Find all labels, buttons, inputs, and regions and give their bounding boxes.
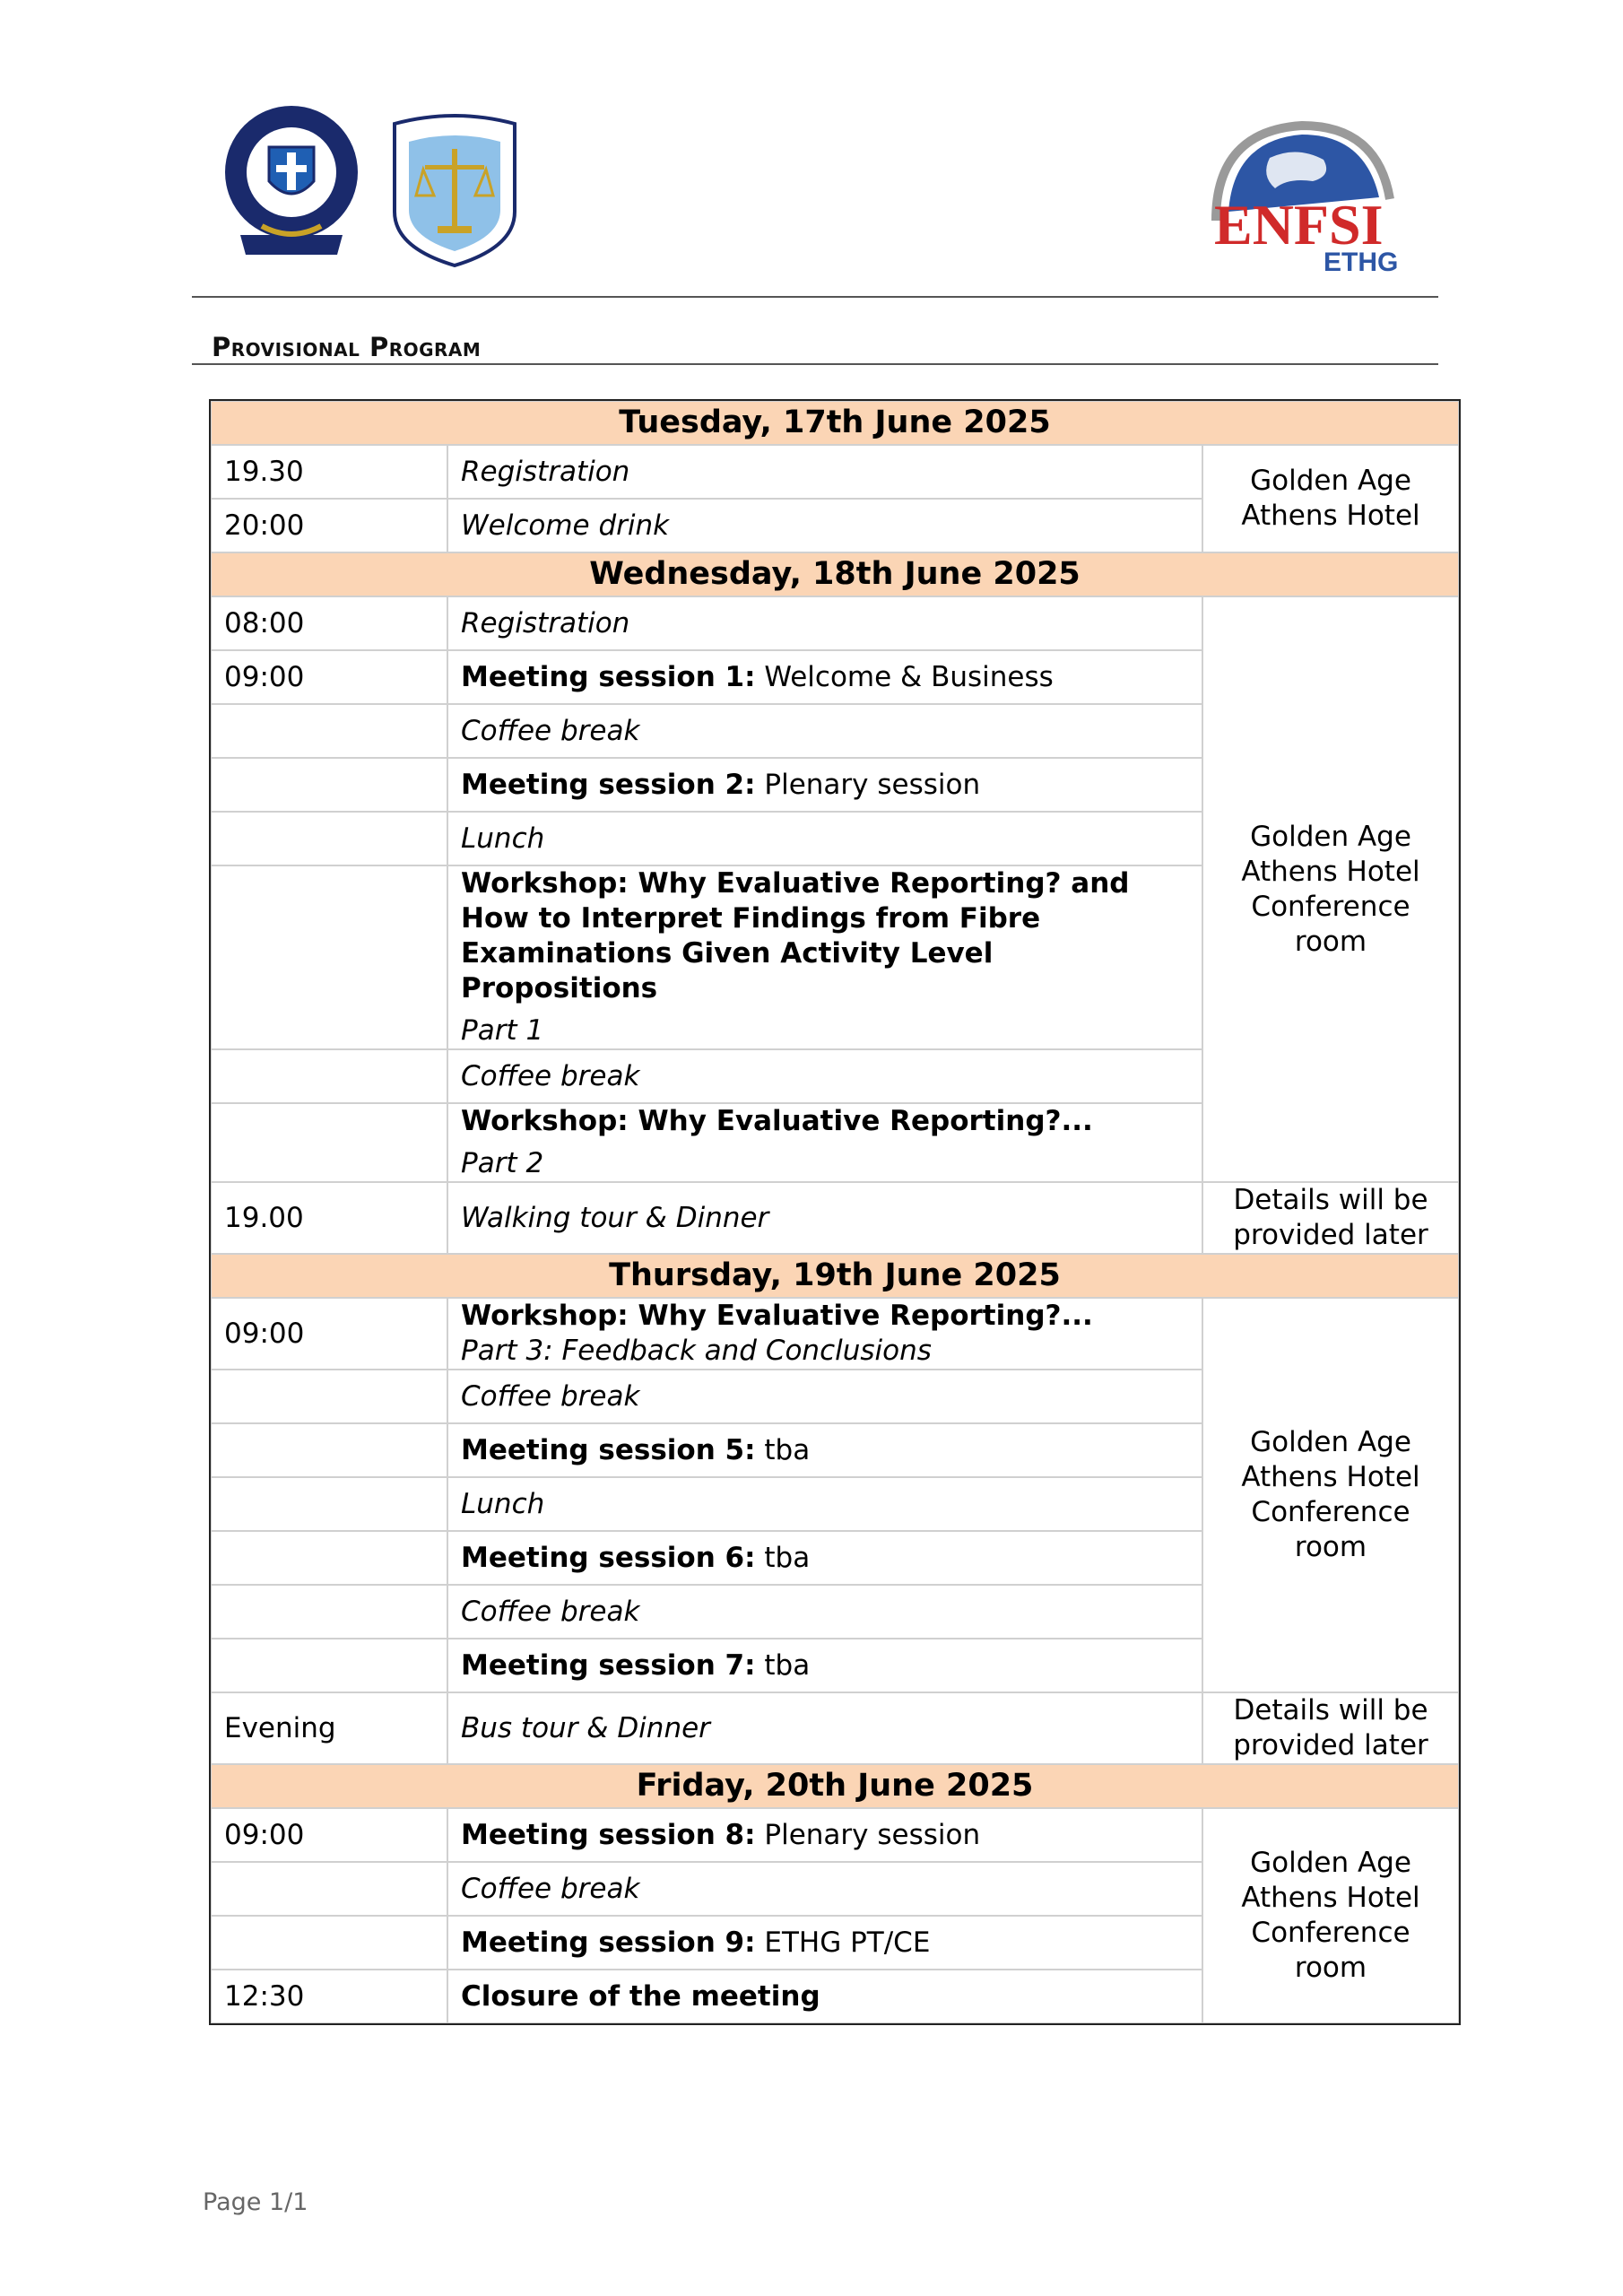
time-cell — [211, 1916, 447, 1970]
svg-text:ENFSI: ENFSI — [1214, 193, 1384, 257]
activity-cell: Coffee break — [447, 1370, 1202, 1423]
workshop-title: Workshop: Why Evaluative Reporting?... — [461, 1105, 1093, 1137]
time-cell: 19.00 — [211, 1182, 447, 1254]
activity-cell — [447, 1639, 1202, 1692]
hellenic-police-logo — [222, 100, 360, 264]
activity-cell: Lunch — [447, 812, 1202, 865]
workshop-title: Workshop: Why Evaluative Reporting? and How to Interpret Findings from Fibre Examinations Given Activity Level Propositions — [461, 867, 1130, 1004]
day-header-row — [211, 1254, 1459, 1298]
venue-line: Athens Hotel — [1241, 500, 1420, 532]
time-cell: 09:00 — [211, 1298, 447, 1370]
time-cell — [211, 1639, 447, 1692]
time-cell — [211, 1862, 447, 1916]
table-row — [211, 1808, 1459, 1862]
venue-line: Golden Age — [1250, 820, 1411, 853]
time-cell: 08:00 — [211, 596, 447, 650]
venue-line: Details will be — [1233, 1184, 1428, 1216]
svg-text:ETHG: ETHG — [1324, 248, 1399, 276]
venue-cell — [1202, 596, 1459, 1182]
table-row — [211, 1298, 1459, 1370]
time-cell — [211, 1531, 447, 1585]
activity-cell: Lunch — [447, 1477, 1202, 1531]
session-topic: Plenary session — [755, 768, 981, 801]
session-label: Meeting session 1: — [461, 660, 756, 693]
venue-line: provided later — [1233, 1729, 1428, 1761]
activity-cell: Registration — [447, 445, 1202, 499]
day-title: Tuesday, 17th June 2025 — [211, 401, 1459, 445]
venue-line: provided later — [1233, 1219, 1428, 1251]
time-cell — [211, 758, 447, 812]
session-label: Meeting session 9: — [461, 1926, 756, 1959]
activity-cell: Closure of the meeting — [447, 1970, 1202, 2023]
venue-line: Athens Hotel — [1241, 855, 1420, 888]
venue-line: Conference room — [1251, 890, 1410, 958]
venue-line: Athens Hotel — [1241, 1882, 1420, 1914]
workshop-title: Workshop: Why Evaluative Reporting?... — [461, 1300, 1093, 1332]
day-header-row — [211, 1764, 1459, 1808]
time-cell: 09:00 — [211, 1808, 447, 1862]
page-number: Page 1/1 — [203, 2188, 308, 2216]
time-cell: 20:00 — [211, 499, 447, 552]
session-label: Meeting session 7: — [461, 1648, 756, 1682]
venue-line: Golden Age — [1250, 1426, 1411, 1458]
session-topic: Welcome & Business — [755, 660, 1054, 693]
time-cell — [211, 704, 447, 758]
activity-cell — [447, 1423, 1202, 1477]
venue-line: Conference room — [1251, 1917, 1410, 1984]
time-cell: 12:30 — [211, 1970, 447, 2023]
time-cell — [211, 812, 447, 865]
activity-cell — [447, 650, 1202, 704]
activity-cell: Bus tour & Dinner — [447, 1692, 1202, 1764]
time-cell — [211, 1423, 447, 1477]
title-underline — [192, 363, 1438, 365]
activity-cell: Welcome drink — [447, 499, 1202, 552]
activity-cell — [447, 1916, 1202, 1970]
activity-cell — [447, 865, 1202, 1049]
venue-line: Athens Hotel — [1241, 1461, 1420, 1493]
day-header-row — [211, 401, 1459, 445]
session-topic: tba — [755, 1541, 811, 1574]
session-label: Meeting session 2: — [461, 768, 756, 801]
session-label: Meeting session 8: — [461, 1818, 756, 1851]
venue-cell — [1202, 1298, 1459, 1692]
venue-cell — [1202, 445, 1459, 552]
time-cell: 19.30 — [211, 445, 447, 499]
venue-line: Conference room — [1251, 1496, 1410, 1563]
time-cell — [211, 865, 447, 1049]
activity-cell — [447, 1103, 1202, 1182]
program-table — [210, 400, 1460, 2024]
session-label: Meeting session 5: — [461, 1433, 756, 1466]
venue-cell — [1202, 1808, 1459, 2023]
session-label: Meeting session 6: — [461, 1541, 756, 1574]
table-row — [211, 1692, 1459, 1764]
enfsi-ethg-logo — [1198, 113, 1402, 276]
activity-cell — [447, 1531, 1202, 1585]
session-topic: tba — [755, 1433, 811, 1466]
venue-cell — [1202, 1182, 1459, 1254]
time-cell — [211, 1370, 447, 1423]
time-cell: 09:00 — [211, 650, 447, 704]
workshop-part: Part 3: Feedback and Conclusions — [461, 1335, 932, 1367]
venue-cell — [1202, 1692, 1459, 1764]
activity-cell: Walking tour & Dinner — [447, 1182, 1202, 1254]
venue-line: Golden Age — [1250, 1847, 1411, 1879]
session-topic: ETHG PT/CE — [755, 1926, 931, 1959]
session-topic: tba — [755, 1648, 811, 1682]
table-row — [211, 445, 1459, 499]
time-cell — [211, 1477, 447, 1531]
activity-cell: Coffee break — [447, 1862, 1202, 1916]
header-divider — [192, 296, 1438, 298]
activity-cell — [447, 1298, 1202, 1370]
time-cell — [211, 1585, 447, 1639]
time-cell — [211, 1049, 447, 1103]
day-title: Friday, 20th June 2025 — [211, 1764, 1459, 1808]
table-row — [211, 596, 1459, 650]
day-title: Thursday, 19th June 2025 — [211, 1254, 1459, 1298]
time-cell: Evening — [211, 1692, 447, 1764]
time-cell — [211, 1103, 447, 1182]
table-row — [211, 1182, 1459, 1254]
workshop-part: Part 2 — [461, 1147, 544, 1179]
session-topic: Plenary session — [755, 1818, 981, 1851]
forensic-division-badge — [389, 113, 520, 267]
activity-cell: Coffee break — [447, 704, 1202, 758]
day-header-row — [211, 552, 1459, 596]
venue-line: Details will be — [1233, 1694, 1428, 1726]
workshop-part: Part 1 — [461, 1014, 544, 1047]
activity-cell: Coffee break — [447, 1049, 1202, 1103]
activity-cell: Registration — [447, 596, 1202, 650]
activity-cell — [447, 758, 1202, 812]
activity-cell: Coffee break — [447, 1585, 1202, 1639]
page-title: Provisional Program — [212, 332, 482, 362]
activity-cell — [447, 1808, 1202, 1862]
day-title: Wednesday, 18th June 2025 — [211, 552, 1459, 596]
venue-line: Golden Age — [1250, 465, 1411, 497]
